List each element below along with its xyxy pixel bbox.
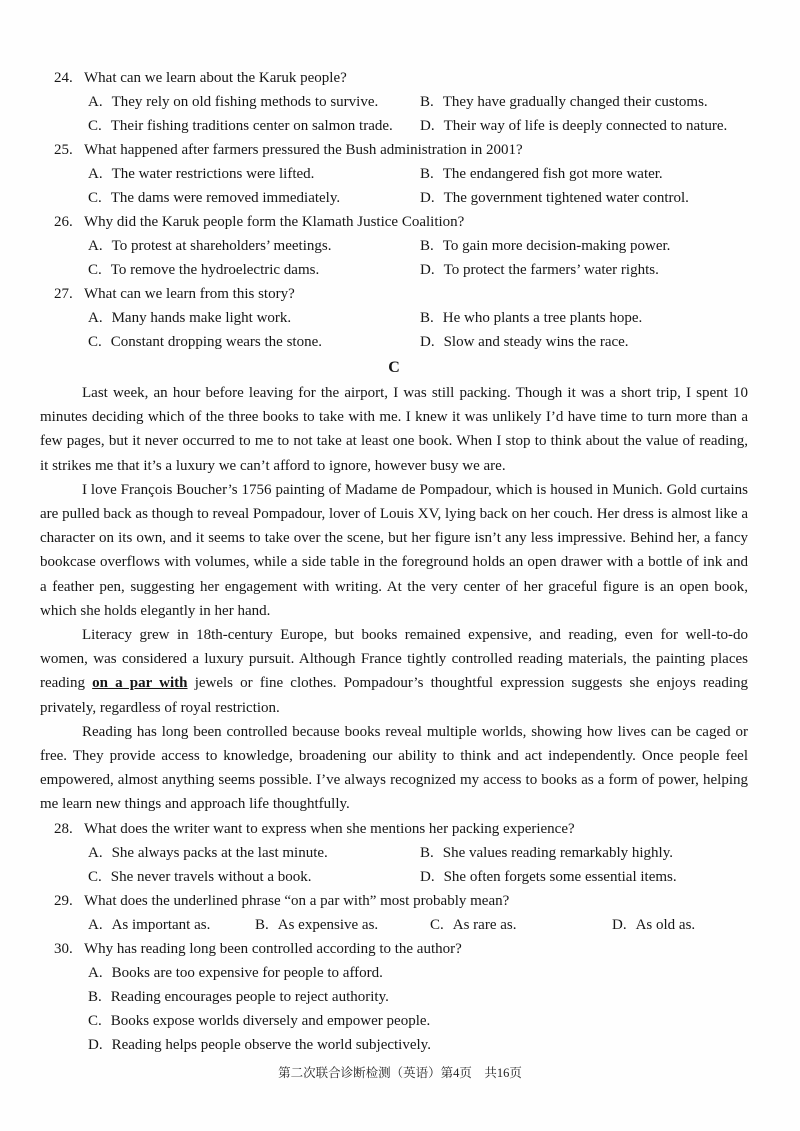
option-label: C. [88,118,102,134]
option-text: Reading helps people observe the world subjectively. [111,1036,431,1053]
question-28-stem [40,817,748,841]
option-text: The endangered fish got more water. [442,166,663,182]
question-26-stem [40,210,748,234]
option-a [88,841,420,865]
option-text: To gain more decision-making power. [442,238,671,254]
question-30 [40,937,748,1057]
option-a [88,234,420,258]
passage-paragraph-4: Reading has long been controlled because books reveal multiple worlds, showing how lives can be caged or free. They provide access to knowledge, broadening our ability to think and act independently. Once people feel empowered, almost anything seems possible. I’ve always recognized my access to books as a form of power, helping me learn new things and approach life thoughtfully. [40,723,748,813]
question-28 [40,817,748,889]
question-27-options [88,306,748,354]
option-text: The dams were removed immediately. [110,190,341,206]
option-b [420,841,748,865]
question-number: 26. [54,214,73,230]
option-text: Reading encourages people to reject authority. [110,988,389,1005]
option-label: D. [420,262,435,278]
question-24-options [88,90,748,138]
question-number: 30. [54,940,73,957]
option-d [420,258,748,282]
question-text: What does the underlined phrase “on a par with” most probably mean? [84,892,510,909]
paragraph-3-after: jewels or fine clothes. Pompadour’s thoughtful expression suggests she enjoys reading privately, regardless of royal restriction. [40,675,748,716]
option-c [88,330,420,354]
question-number: 27. [54,286,73,302]
option-label: B. [420,94,434,110]
question-25-options [88,162,748,210]
option-d [88,1033,748,1057]
option-text: Books expose worlds diversely and empower people. [110,1012,431,1029]
option-text: To protect the farmers’ water rights. [443,262,659,278]
option-b [420,90,748,114]
option-b [88,985,748,1009]
option-a [88,961,748,985]
option-label: D. [88,1036,103,1053]
question-27-stem [40,282,748,306]
option-label: B. [420,238,434,254]
option-label: C. [88,262,102,278]
option-a [88,913,255,937]
option-label: D. [420,118,435,134]
option-b [420,162,748,186]
option-text: The government tightened water control. [443,190,689,206]
option-label: D. [612,916,627,933]
question-24 [40,66,748,138]
option-text: As old as. [635,916,696,933]
option-d [420,114,748,138]
question-29-stem [40,889,748,913]
option-label: B. [255,916,269,933]
option-d [420,186,748,210]
underlined-phrase-on-a-par-with: on a par with [92,675,188,692]
option-c [430,913,612,937]
section-c-heading: C [388,359,400,376]
option-text: She often forgets some essential items. [443,868,677,885]
option-a [88,306,420,330]
option-text: As expensive as. [277,916,379,933]
option-label: D. [420,868,435,885]
question-number: 24. [54,70,73,86]
option-label: A. [88,238,103,254]
option-a [88,90,420,114]
option-text: As rare as. [452,916,517,933]
question-26-options [88,234,748,282]
option-label: A. [88,964,103,981]
question-text: Why has reading long been controlled according to the author? [84,940,462,957]
option-label: A. [88,844,103,861]
option-label: A. [88,166,103,182]
option-label: C. [88,190,102,206]
option-text: As important as. [111,916,211,933]
option-label: B. [420,166,434,182]
option-c [88,258,420,282]
option-label: D. [420,334,435,350]
option-b [255,913,430,937]
passage-paragraph-2: I love François Boucher’s 1756 painting of Madame de Pompadour, which is housed in Munich. Gold curtains are pulled back as though to reveal Pompadour, lover of Louis XV, lying back on her couch. Her dress is almost like a character on its own, and it seems to take over the scene, but her figure isn’t any less impressive. Behind her, a fancy bookcase overflows with volumes, while a side table in the foreground holds an open drawer with a bottle of ink and a feather pen, suggesting her engagement with writing. At the very center of her graceful figure is an open book, which she holds elegantly in her hand. [40,481,748,619]
option-text: Their fishing traditions center on salmon trade. [110,118,393,134]
question-29-options [88,913,748,937]
option-label: D. [420,190,435,206]
option-text: The water restrictions were lifted. [111,166,315,182]
option-text: Slow and steady wins the race. [443,334,629,350]
option-label: C. [430,916,444,933]
page-footer: 第二次联合诊断检测（英语）第4页 共16页 [278,1066,522,1080]
option-label: C. [88,334,102,350]
question-text: What can we learn about the Karuk people? [84,70,347,86]
option-a [88,162,420,186]
option-text: Many hands make light work. [111,310,292,326]
question-26 [40,210,748,282]
reading-passage-c [40,381,748,817]
question-text: What does the writer want to express when she mentions her packing experience? [84,820,575,837]
paragraph-3-before: Literacy grew in 18th-century Europe, but books remained expensive, and reading, even for well-to-do women, was considered a luxury pursuit. Although France tightly controlled reading materials, the painting places reading [40,627,748,692]
option-label: A. [88,94,103,110]
option-text: She values reading remarkably highly. [442,844,673,861]
question-number: 29. [54,892,73,909]
question-text: Why did the Karuk people form the Klamath Justice Coalition? [84,214,465,230]
passage-paragraph-1: Last week, an hour before leaving for the airport, I was still packing. Though it was a short trip, I spent 10 minutes deciding which of the three books to take with me. I knew it was unlikely I’d have time to turn more than a few pages, but it never occurred to me to not take at least one book. When I stop to think about the value of reading, it strikes me that it’s a luxury we can’t afford to ignore, however busy we are. [40,385,748,474]
option-label: C. [88,1012,102,1029]
option-c [88,114,420,138]
option-text: They rely on old fishing methods to survive. [111,94,379,110]
option-c [88,1009,748,1033]
question-27 [40,282,748,354]
option-d [420,330,748,354]
option-label: B. [88,988,102,1005]
question-25-stem [40,138,748,162]
question-29 [40,889,748,937]
option-c [88,865,420,889]
question-text: What can we learn from this story? [84,286,295,302]
option-b [420,306,748,330]
option-text: Constant dropping wears the stone. [110,334,322,350]
question-number: 28. [54,820,73,837]
option-text: Their way of life is deeply connected to nature. [443,118,728,134]
option-text: He who plants a tree plants hope. [442,310,643,326]
option-text: To remove the hydroelectric dams. [110,262,320,278]
question-30-stem [40,937,748,961]
exam-content [40,66,748,1057]
option-text: She always packs at the last minute. [111,844,328,861]
question-24-stem [40,66,748,90]
option-label: B. [420,310,434,326]
question-28-options [88,841,748,889]
option-label: A. [88,916,103,933]
question-number: 25. [54,142,73,158]
option-label: C. [88,868,102,885]
passage-paragraph-3 [40,623,748,720]
option-text: Books are too expensive for people to afford. [111,964,383,981]
option-d [612,913,748,937]
question-25 [40,138,748,210]
option-label: A. [88,310,103,326]
option-text: She never travels without a book. [110,868,312,885]
option-d [420,865,748,889]
option-c [88,186,420,210]
option-label: B. [420,844,434,861]
question-30-options [88,961,748,1057]
option-text: They have gradually changed their customs. [442,94,708,110]
option-text: To protest at shareholders’ meetings. [111,238,332,254]
question-text: What happened after farmers pressured the Bush administration in 2001? [84,142,523,158]
option-b [420,234,748,258]
